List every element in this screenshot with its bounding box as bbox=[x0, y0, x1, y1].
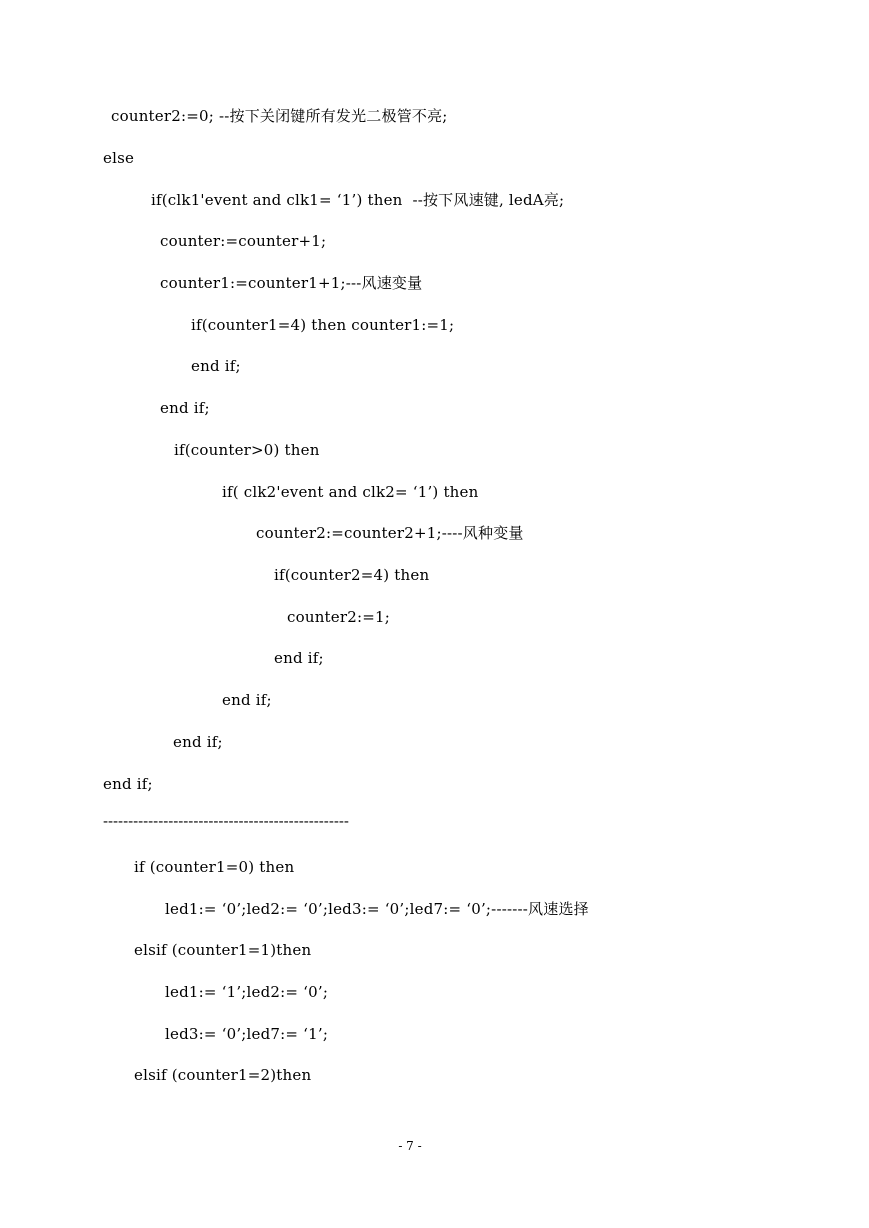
code-line: if( clk2'event and clk2= ‘1’) then bbox=[222, 483, 479, 501]
code-line: else bbox=[103, 149, 135, 167]
code-line: elsif (counter1=1)then bbox=[134, 941, 312, 959]
code-line: end if; bbox=[274, 649, 324, 667]
code-line: led1:= ‘1’;led2:= ‘0’; bbox=[165, 983, 329, 1001]
code-line: end if; bbox=[173, 733, 223, 751]
code-line: if(counter2=4) then bbox=[274, 566, 430, 584]
code-line: counter2:=0; --按下关闭键所有发光二极管不亮; bbox=[111, 107, 448, 125]
code-line: end if; bbox=[191, 357, 241, 375]
code-line: counter2:=counter2+1;----风种变量 bbox=[256, 524, 524, 542]
code-line: end if; bbox=[103, 775, 153, 793]
code-line: led3:= ‘0’;led7:= ‘1’; bbox=[165, 1025, 329, 1043]
code-line: if (counter1=0) then bbox=[134, 858, 295, 876]
code-line: end if; bbox=[160, 399, 210, 417]
page-number: - 7 - bbox=[398, 1139, 422, 1153]
separator-line: ------------------------------------------------- bbox=[103, 812, 349, 830]
code-line: end if; bbox=[222, 691, 272, 709]
code-line: if(counter>0) then bbox=[174, 441, 320, 459]
code-line: if(counter1=4) then counter1:=1; bbox=[191, 316, 455, 334]
code-line: led1:= ‘0’;led2:= ‘0’;led3:= ‘0’;led7:= ‘0’;-------风速选择 bbox=[165, 900, 589, 918]
code-line: if(clk1'event and clk1= ‘1’) then --按下风速键, ledA亮; bbox=[151, 191, 565, 209]
code-line: elsif (counter1=2)then bbox=[134, 1066, 312, 1084]
code-line: counter:=counter+1; bbox=[160, 232, 327, 250]
code-line: counter1:=counter1+1;---风速变量 bbox=[160, 274, 423, 292]
code-line: counter2:=1; bbox=[287, 608, 390, 626]
